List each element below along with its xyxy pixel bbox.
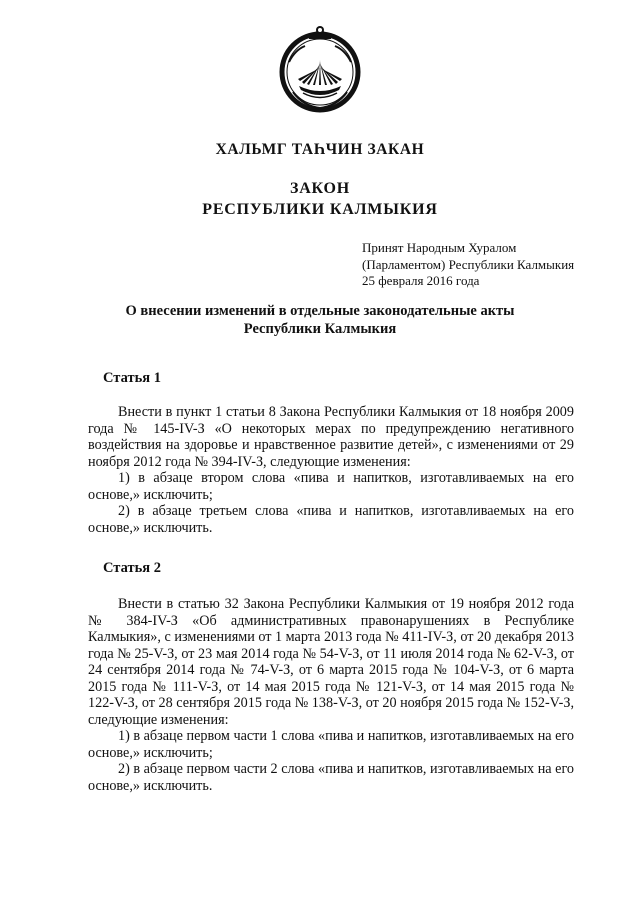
document-title-line2: Республики Калмыкия (243, 321, 397, 337)
adoption-date: 25 февраля 2016 года (362, 273, 480, 288)
kalmykia-emblem-icon (275, 22, 365, 114)
document-title-line1: О внесении изменений в отдельные законодательные акты (125, 303, 515, 319)
article1-heading: Статья 1 (103, 370, 161, 386)
article2-body (88, 596, 574, 794)
law-heading-line2: РЕСПУБЛИКИ КАЛМЫКИЯ (202, 201, 438, 218)
article2-intro: Внести в статью 32 Закона Республики Калмыкия от 19 ноября 2012 года № 384-IV-З «Об административных правонарушениях в Республике Калмыкия», с изменениями от 1 марта 2013 года № 411-IV-З, от 20 декабря 2013 года № 25-V-З, от 23 мая 2014 года № 54-V-З, от 11 июля 2014 года № 62-V-З, от 24 сентября 2014 года № 74-V-З, от 6 марта 2015 года № 104-V-З, от 6 марта 2015 года № 111-V-З, от 14 мая 2015 года № 121-V-З, от 14 мая 2015 года № 122-V-З, от 28 сентября 2015 года № 138-V-З, от 20 ноября 2015 года № 152-V-З, следующие изменения: (88, 596, 574, 728)
article2-heading: Статья 2 (103, 560, 161, 576)
document-title (0, 302, 640, 338)
article1-body (88, 404, 574, 536)
adoption-line1: Принят Народным Хуралом (362, 240, 517, 255)
law-heading-line1: ЗАКОН (289, 180, 351, 197)
kalmyk-law-title: ХАЛЬМГ ТАҺЧИН ЗАКАН (215, 141, 425, 158)
article2-item1: 1) в абзаце первом части 1 слова «пива и напитков, изготавливаемых на его основе,» исключить; (88, 728, 574, 761)
adoption-line2: (Парламентом) Республики Калмыкия (362, 256, 575, 272)
article2-item2: 2) в абзаце первом части 2 слова «пива и напитков, изготавливаемых на его основе,» исключить. (88, 761, 574, 794)
article1-item2: 2) в абзаце третьем слова «пива и напитков, изготавливаемых на его основе,» исключить. (88, 503, 574, 536)
law-heading (0, 178, 640, 220)
article1-item1: 1) в абзаце втором слова «пива и напитков, изготавливаемых на его основе,» исключить; (88, 470, 574, 503)
article1-intro: Внести в пункт 1 статьи 8 Закона Республики Калмыкия от 18 ноября 2009 года № 145-IV-З «О некоторых мерах по предупреждению негативного воздействия на здоровье и нравственное развитие детей», с изменениями от 29 ноября 2012 года № 394-IV-З, следующие изменения: (88, 404, 574, 470)
adoption-note (362, 240, 574, 290)
